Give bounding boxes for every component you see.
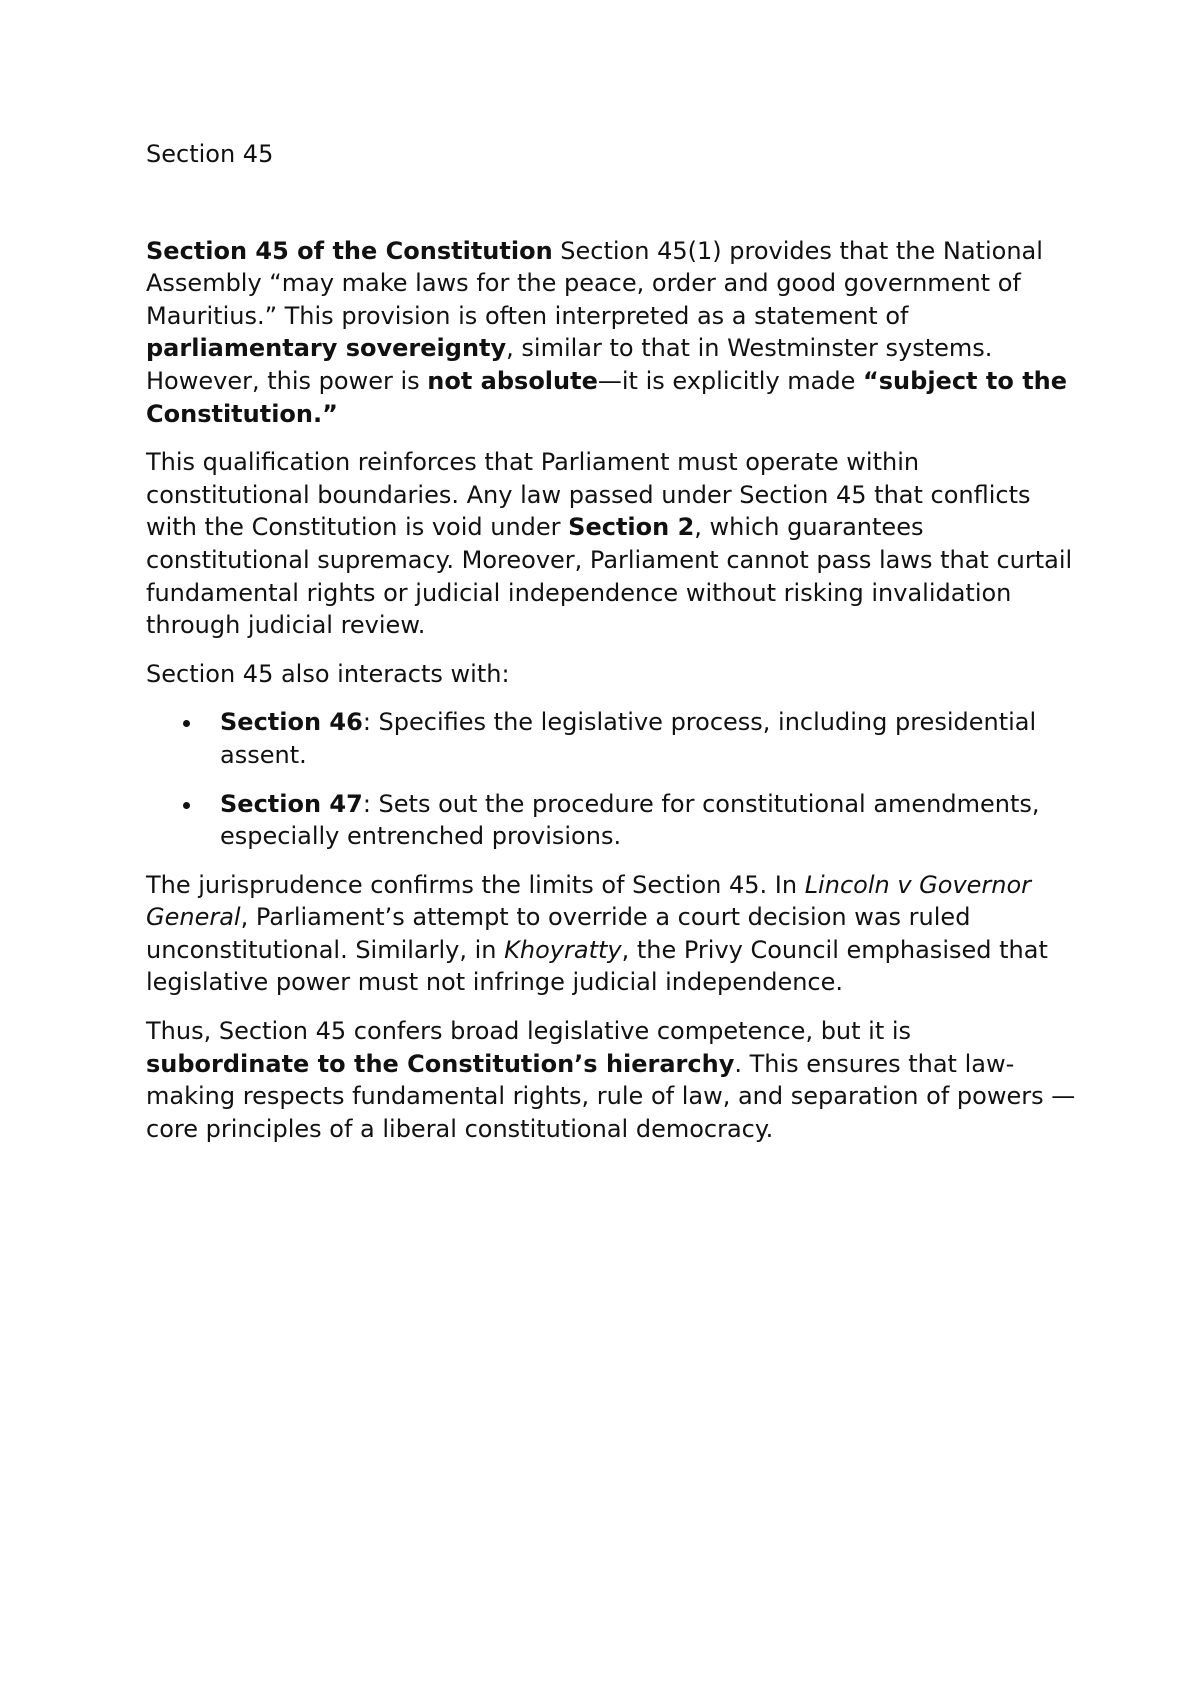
paragraph-intro bbox=[146, 235, 1076, 431]
paragraph-interactions: Section 45 also interacts with: bbox=[146, 659, 510, 688]
bullet-icon bbox=[183, 802, 190, 809]
bullet-icon bbox=[183, 720, 190, 727]
paragraph-text: This qualification reinforces that Parliament must operate within constitutional boundaries. Any law passed under Section 45 that conflicts with the Constitution is void under bbox=[146, 448, 1031, 542]
paragraph-text: . This ensures that law-making respects fundamental rights, rule of law, and separation of powers —core principles of a liberal constitutional democracy. bbox=[146, 1049, 1076, 1143]
bold-text: Section 45 of the Constitution bbox=[146, 236, 553, 265]
list-item-text: : Sets out the procedure for constitutional amendments, especially entrenched provisions. bbox=[220, 789, 1040, 851]
list-item bbox=[220, 706, 1076, 771]
paragraph-jurisprudence bbox=[146, 869, 1076, 999]
paragraph-conclusion bbox=[146, 1015, 1076, 1145]
list-item-text: : Specifies the legislative process, including presidential assent. bbox=[220, 708, 1037, 769]
case-name: Khoyratty bbox=[504, 935, 622, 964]
paragraph-text: , similar to that in Westminster systems. However, this power is bbox=[146, 334, 993, 395]
bold-text: not absolute bbox=[427, 366, 598, 395]
bold-text: Section 46 bbox=[220, 708, 363, 737]
document-heading: Section 45 bbox=[146, 140, 274, 168]
paragraph-text: Section 45(1) provides that the National Assembly “may make laws for the peace, order and good government of Mauritius.” This provision is often interpreted as a statement of bbox=[146, 236, 1043, 330]
bold-text: Section 47 bbox=[220, 789, 363, 818]
paragraph-text: , Parliament’s attempt to override a court decision was ruled unconstitutional. Similarly, in bbox=[146, 903, 971, 964]
document-body bbox=[146, 138, 1076, 1161]
bold-text: subordinate to the Constitution’s hierarchy bbox=[146, 1049, 735, 1078]
bold-text: “subject to the Constitution.” bbox=[146, 366, 1068, 428]
case-name: Lincoln v Governor General bbox=[146, 870, 1032, 932]
bullet-list bbox=[146, 706, 1076, 852]
paragraph-text: The jurisprudence confirms the limits of Section 45. In bbox=[146, 870, 805, 899]
paragraph-text: Thus, Section 45 confers broad legislative competence, but it is bbox=[146, 1017, 912, 1046]
paragraph-text: , which guarantees constitutional supremacy. Moreover, Parliament cannot pass laws that curtail fundamental rights or judicial independence without risking invalidation through judicial review. bbox=[146, 513, 1073, 640]
bold-text: Section 2 bbox=[568, 513, 695, 542]
list-item bbox=[220, 788, 1076, 853]
paragraph-text: —it is explicitly made bbox=[597, 366, 863, 395]
bold-text: parliamentary sovereignty bbox=[146, 334, 507, 363]
paragraph-qualification bbox=[146, 446, 1076, 642]
paragraph-text: , the Privy Council emphasised that legislative power must not infringe judicial independence. bbox=[146, 935, 1048, 997]
